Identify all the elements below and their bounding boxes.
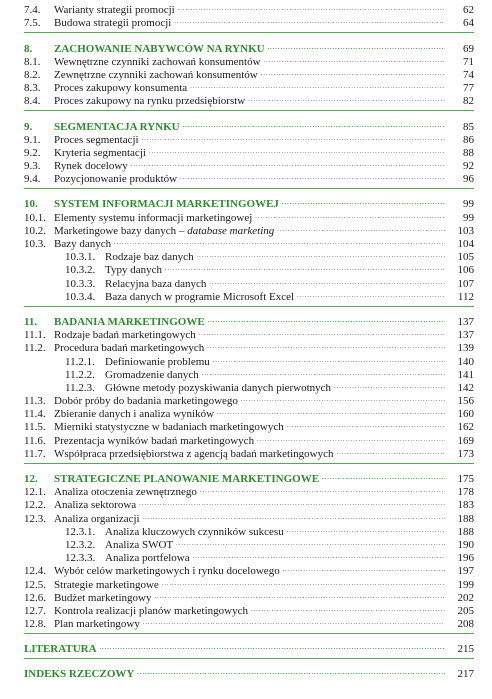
entry-page-number: 86 [463,133,474,146]
entry-title: Wybór celów marketingowych i rynku docelowego [54,565,280,578]
toc-entry[interactable] [24,588,474,604]
entry-title: Bazy danych [54,238,112,250]
entry-number: 8.3. [24,82,41,95]
dot-leader [209,273,445,286]
dot-leader [143,614,445,627]
entry-title: Analiza organizacji [54,512,140,525]
entry-number: 12.1. [24,486,46,499]
entry-number: 11.2.1. [65,355,95,368]
entry-page-number: 64 [463,17,474,30]
entry-title: Prezentacja wyników badań marketingowych [54,434,255,447]
dot-leader [176,535,445,548]
dot-leader [334,378,445,391]
entry-title: Analiza portfelowa [105,552,190,565]
toc-entry[interactable] [24,548,474,565]
entry-page-number: 217 [457,668,474,681]
dot-leader [287,522,445,535]
toc-entry[interactable] [24,247,474,264]
entry-number: 12.3.1. [65,525,96,538]
toc-entry[interactable] [24,404,474,421]
entry-page-number: 112 [457,290,474,303]
dot-leader [162,574,445,587]
entry-page-number: 160 [457,408,474,421]
dot-leader [178,0,445,13]
entry-page-number: 77 [463,82,474,95]
toc-entry[interactable] [24,273,474,290]
entry-title: Budżet marketingowy [54,591,152,604]
entry-number: 10. [24,198,38,211]
entry-title: Proces zakupowy konsumenta [54,82,188,95]
entry-page-number: 104 [457,238,474,250]
toc-entry[interactable] [24,391,474,408]
dot-leader [264,52,445,65]
entry-number: 12.8. [24,618,46,631]
dot-leader [287,417,445,430]
entry-number: 12. [24,473,38,485]
entry-title: Kryteria segmentacji [54,146,146,159]
toc-entry[interactable] [24,156,474,173]
dot-leader [336,444,445,457]
entry-title: Marketingowe bazy danych – database marketing [54,224,275,237]
section-divider [24,110,474,111]
entry-title: Mierniki statystyczne w badaniach marketingowych [54,421,284,434]
dot-leader [202,365,445,378]
entry-number: 11.2.3. [65,381,95,394]
dot-leader [131,156,445,169]
entry-page-number: 96 [463,173,474,186]
toc-chapter-heading[interactable] [24,469,474,485]
entry-number: 12.4. [24,565,46,578]
toc-chapter-heading[interactable] [24,116,474,133]
entry-number: 8.4. [24,95,41,108]
entry-page-number: 162 [457,421,474,434]
entry-number: 10.2. [24,224,46,237]
entry-number: 11.3. [24,395,46,408]
toc-entry[interactable] [24,130,474,146]
dot-leader [200,482,445,495]
entry-number: 12.3. [24,512,46,525]
dot-leader [137,664,445,677]
dot-leader [154,588,445,601]
dot-leader [248,91,445,104]
toc-entry[interactable] [24,65,474,81]
entry-page-number: 202 [457,591,474,604]
entry-page-number: 199 [457,578,474,591]
entry-number: 10.3.2. [65,264,96,277]
dot-leader [268,38,445,51]
toc-entry[interactable] [24,535,474,551]
entry-number: 11.5. [24,421,46,434]
entry-page-number: 197 [457,565,474,578]
dot-leader [190,78,445,91]
dot-leader [114,234,445,247]
entry-title: Warianty strategii promocji [54,4,175,17]
toc-entry[interactable] [24,260,474,277]
toc-entry[interactable] [24,169,474,186]
dot-leader [261,65,445,78]
entry-number: 11.4. [24,408,46,421]
toc-chapter-heading[interactable] [24,38,474,55]
dot-leader [207,338,445,351]
entry-number: 9.1. [24,133,41,146]
entry-number: 12.5. [24,578,46,591]
toc-entry[interactable] [24,0,474,17]
dot-leader [282,194,445,207]
entry-page-number: 85 [463,120,474,133]
entry-number: 10.3.3. [65,277,96,290]
entry-number: 12.3.2. [65,538,96,551]
toc-entry[interactable] [24,365,474,381]
dot-leader [297,287,445,300]
toc-entry[interactable] [24,338,474,355]
entry-page-number: 99 [463,198,474,211]
entry-title: Rodzaje baz danych [105,251,194,264]
entry-number: 11.6. [24,434,46,447]
entry-page-number: 105 [457,251,474,264]
entry-number: 8. [24,42,33,55]
entry-title: Definiowanie problemu [105,355,210,368]
entry-title: Relacyjna baza danych [105,277,207,290]
entry-page-number: 196 [457,552,474,565]
entry-page-number: 173 [457,447,474,460]
entry-title: Główne metody pozyskiwania danych pierwotnych [105,381,332,394]
dot-leader [241,391,445,404]
toc-entry[interactable] [24,378,474,394]
entry-page-number: 175 [457,473,474,485]
dot-leader [143,508,445,521]
entry-number: 7.4. [24,4,41,17]
entry-title: Wewnętrzne czynniki zachowań konsumentów [54,55,261,68]
entry-page-number: 107 [457,277,474,290]
entry-page-number: 169 [457,434,474,447]
entry-title: Baza danych w programie Microsoft Excel [105,290,295,303]
entry-number: 12.2. [24,499,46,512]
dot-leader [257,430,445,443]
dot-leader [283,561,445,574]
dot-leader [197,247,445,260]
entry-title: Analiza sektorowa [54,499,137,512]
toc-entry[interactable] [24,325,474,342]
entry-title: Rodzaje badań marketingowych [54,329,196,342]
entry-page-number: 99 [463,211,474,224]
entry-number: 11.7. [24,447,46,460]
dot-leader [142,130,445,143]
dot-leader [277,221,445,234]
dot-leader [199,325,445,338]
toc-entry[interactable] [24,91,474,108]
dot-leader [180,169,445,182]
dot-leader [322,469,445,482]
entry-number: 9. [24,120,33,133]
entry-page-number: 137 [457,315,474,328]
entry-title: Proces segmentacji [54,133,139,146]
dot-leader [213,351,445,364]
dot-leader [139,495,445,508]
entry-title: Typy danych [105,264,162,277]
toc-entry[interactable] [24,52,474,68]
entry-title: Strategie marketingowe [54,578,159,591]
section-divider [24,306,474,307]
entry-number: 12.6. [24,591,46,604]
entry-number: 11.2.2. [65,368,95,381]
entry-title: BADANIA MARKETINGOWE [54,315,205,328]
entry-title: Proces zakupowy na rynku przedsiębiorstw [54,95,246,108]
entry-page-number: 141 [457,368,474,381]
toc-entry[interactable] [24,601,474,617]
toc-entry[interactable] [24,614,474,631]
entry-title: Dobór próby do badania marketingowego [54,395,238,408]
entry-title: Analiza SWOT [105,538,174,551]
entry-title: STRATEGICZNE PLANOWANIE MARKETINGOWE [54,473,320,485]
table-of-contents [24,0,474,681]
toc-entry[interactable] [24,508,474,525]
toc-chapter-heading[interactable] [24,312,474,328]
dot-leader [255,207,445,220]
toc-chapter-heading[interactable] [24,639,474,656]
toc-entry[interactable] [24,351,474,368]
entry-title: ZACHOWANIE NABYWCÓW NA RYNKU [54,42,265,55]
toc-entry[interactable] [24,574,474,591]
toc-entry[interactable] [24,522,474,538]
section-divider [24,463,474,464]
entry-page-number: 62 [463,4,474,17]
dot-leader [183,116,445,129]
entry-title: Kontrola realizacji planów marketingowych [54,604,248,617]
entry-number: 7.5. [24,17,41,30]
entry-page-number: 92 [463,160,474,173]
entry-page-number: 208 [457,618,474,631]
entry-page-number: 156 [457,395,474,408]
entry-number: 10.1. [24,211,46,224]
entry-title: Współpraca przedsiębiorstwa z agencją badań marketingowych [54,447,334,460]
toc-entry[interactable] [24,561,474,578]
entry-number: 10.3.1. [65,251,96,264]
section-divider [24,658,474,659]
entry-number: 11.2. [24,342,46,355]
entry-number: 9.2. [24,146,41,159]
entry-page-number: 137 [457,329,474,342]
toc-entry[interactable] [24,207,474,224]
entry-title: SEGMENTACJA RYNKU [54,120,180,133]
entry-page-number: 215 [457,643,474,656]
toc-chapter-heading[interactable] [24,194,474,211]
dot-leader [165,260,445,273]
dot-leader [149,143,445,156]
entry-page-number: 140 [457,355,474,368]
toc-chapter-heading[interactable] [24,664,474,681]
entry-page-number: 69 [463,42,474,55]
entry-title: INDEKS RZECZOWY [24,668,135,681]
section-divider [24,188,474,189]
entry-page-number: 74 [463,68,474,81]
entry-title: Zewnętrzne czynniki zachowań konsumentów [54,68,258,81]
entry-number: 9.3. [24,160,41,173]
entry-page-number: 88 [463,146,474,159]
toc-entry[interactable] [24,143,474,159]
entry-number: 10.3.4. [65,290,96,303]
entry-number: 12.7. [24,604,46,617]
entry-title: Analiza otoczenia zewnętrznego [54,486,197,499]
dot-leader [174,13,445,26]
entry-number: 8.2. [24,68,41,81]
entry-title: Zbieranie danych i analiza wyników [54,408,215,421]
toc-entry[interactable] [24,495,474,512]
entry-page-number: 183 [457,499,474,512]
toc-entry[interactable] [24,444,474,460]
entry-number: 9.4. [24,173,41,186]
entry-title: Pozycjonowanie produktów [54,173,178,186]
toc-entry[interactable] [24,78,474,95]
section-divider [24,633,474,634]
entry-number: 12.3.3. [65,552,96,565]
entry-title: Procedura badań marketingowych [54,342,205,355]
entry-page-number: 103 [457,224,474,237]
entry-number: 11.1. [24,329,46,342]
entry-title: SYSTEM INFORMACJI MARKETINGOWEJ [54,198,279,211]
entry-title: Elementy systemu informacji marketingowej [54,211,253,224]
dot-leader [100,639,445,652]
entry-title-italic: database marketing [187,224,275,237]
entry-title: Analiza kluczowych czynników sukcesu [105,525,284,538]
entry-title: Budowa strategii promocji [54,17,172,30]
entry-page-number: 142 [457,381,474,394]
entry-page-number: 190 [457,538,474,551]
dot-leader [208,312,445,325]
entry-page-number: 188 [457,512,474,525]
dot-leader [193,548,445,561]
entry-title: Rynek docelowy [54,160,128,173]
entry-page-number: 82 [463,95,474,108]
entry-page-number: 188 [457,525,474,538]
entry-page-number: 106 [457,264,474,277]
entry-number: 11. [24,315,38,328]
entry-page-number: 71 [463,55,474,68]
section-divider [24,32,474,33]
entry-number: 10.3. [24,238,46,250]
toc-entry[interactable] [24,13,474,30]
dot-leader [217,404,445,417]
toc-entry[interactable] [24,430,474,447]
toc-entry[interactable] [24,221,474,237]
entry-title: LITERATURA [24,643,97,656]
toc-entry[interactable] [24,417,474,434]
entry-page-number: 139 [457,342,474,355]
toc-entry[interactable] [24,287,474,303]
dot-leader [251,601,445,614]
entry-title: Plan marketingowy [54,618,140,631]
toc-entry[interactable] [24,482,474,499]
entry-page-number: 205 [457,604,474,617]
entry-number: 8.1. [24,55,41,68]
entry-title: Gromadzenie danych [105,368,199,381]
toc-entry[interactable] [24,234,474,250]
entry-page-number: 178 [457,486,474,499]
